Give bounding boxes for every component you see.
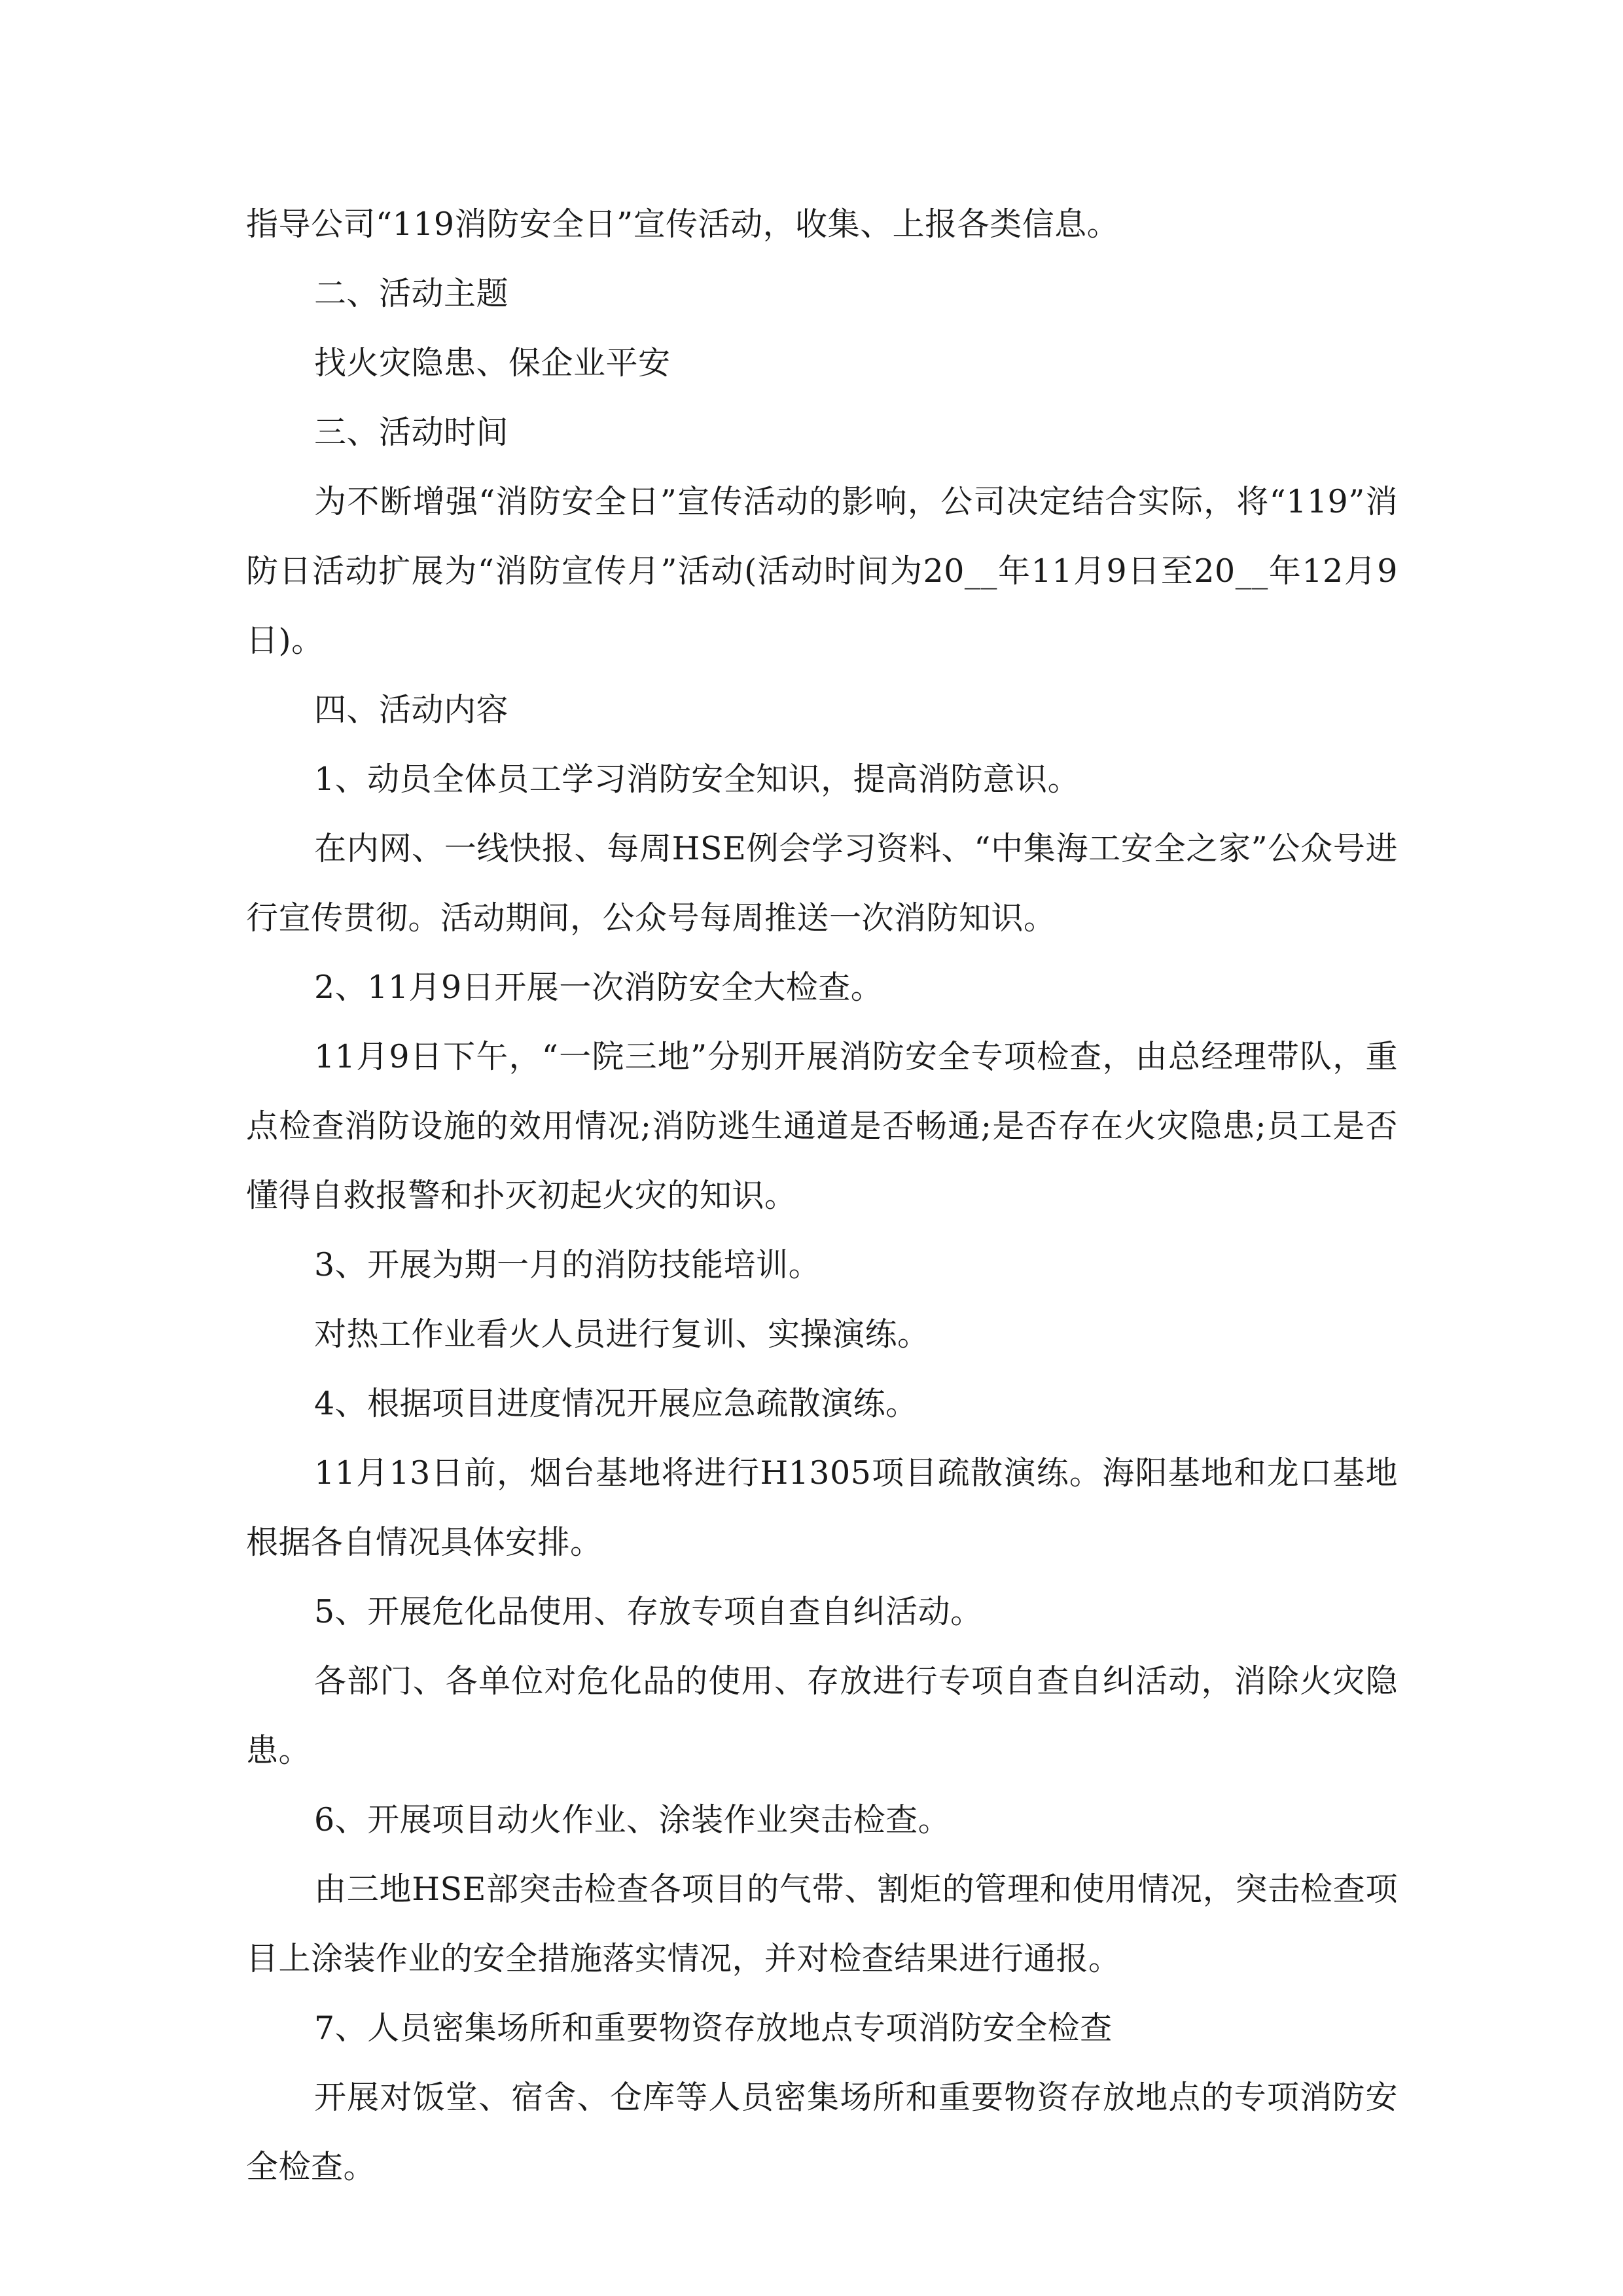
section-heading-theme: 二、活动主题	[314, 275, 509, 312]
paragraph-item-5: 各部门、各单位对危化品的使用、存放进行专项自查自纠活动，消除火灾隐患。	[246, 1662, 1398, 1769]
list-item-5: 5、开展危化品使用、存放专项自查自纠活动。	[314, 1593, 983, 1630]
paragraph-item-1: 在内网、一线快报、每周HSE例会学习资料、“中集海工安全之家”公众号进行宣传贯彻。活动期间，公众号每周推送一次消防知识。	[246, 830, 1398, 937]
list-item-3: 3、开展为期一月的消防技能培训。	[314, 1246, 821, 1283]
paragraph-item-6: 由三地HSE部突击检查各项目的气带、割炬的管理和使用情况，突击检查项目上涂装作业的安全措施落实情况，并对检查结果进行通报。	[246, 1871, 1398, 1977]
paragraph-item-4: 11月13日前，烟台基地将进行H1305项目疏散演练。海阳基地和龙口基地根据各自情况具体安排。	[246, 1454, 1398, 1561]
paragraph-item-7: 开展对饭堂、宿舍、仓库等人员密集场所和重要物资存放地点的专项消防安全检查。	[246, 2079, 1398, 2185]
list-item-2: 2、11月9日开展一次消防安全大检查。	[314, 969, 883, 1006]
document-body	[246, 190, 1398, 2202]
paragraph-theme: 找火灾隐患、保企业平安	[314, 344, 671, 382]
paragraph-time: 为不断增强“消防安全日”宣传活动的影响，公司决定结合实际，将“119”消防日活动扩展为“消防宣传月”活动(活动时间为20__年11月9日至20__年12月9日)。	[246, 483, 1398, 659]
list-item-7: 7、人员密集场所和重要物资存放地点专项消防安全检查	[314, 2009, 1113, 2047]
paragraph-item-2: 11月9日下午，“一院三地”分别开展消防安全专项检查，由总经理带队，重点检查消防设施的效用情况;消防逃生通道是否畅通;是否存在火灾隐患;员工是否懂得自救报警和扑灭初起火灾的知识。	[246, 1038, 1398, 1214]
list-item-6: 6、开展项目动火作业、涂装作业突击检查。	[314, 1801, 951, 1839]
list-item-4: 4、根据项目进度情况开展应急疏散演练。	[314, 1385, 918, 1422]
paragraph-item-3: 对热工作业看火人员进行复训、实操演练。	[314, 1316, 930, 1353]
list-item-1: 1、动员全体员工学习消防安全知识，提高消防意识。	[314, 761, 1080, 798]
paragraph-continuation: 指导公司“119消防安全日”宣传活动，收集、上报各类信息。	[246, 206, 1120, 243]
section-heading-content: 四、活动内容	[314, 691, 509, 728]
section-heading-time: 三、活动时间	[314, 414, 509, 451]
